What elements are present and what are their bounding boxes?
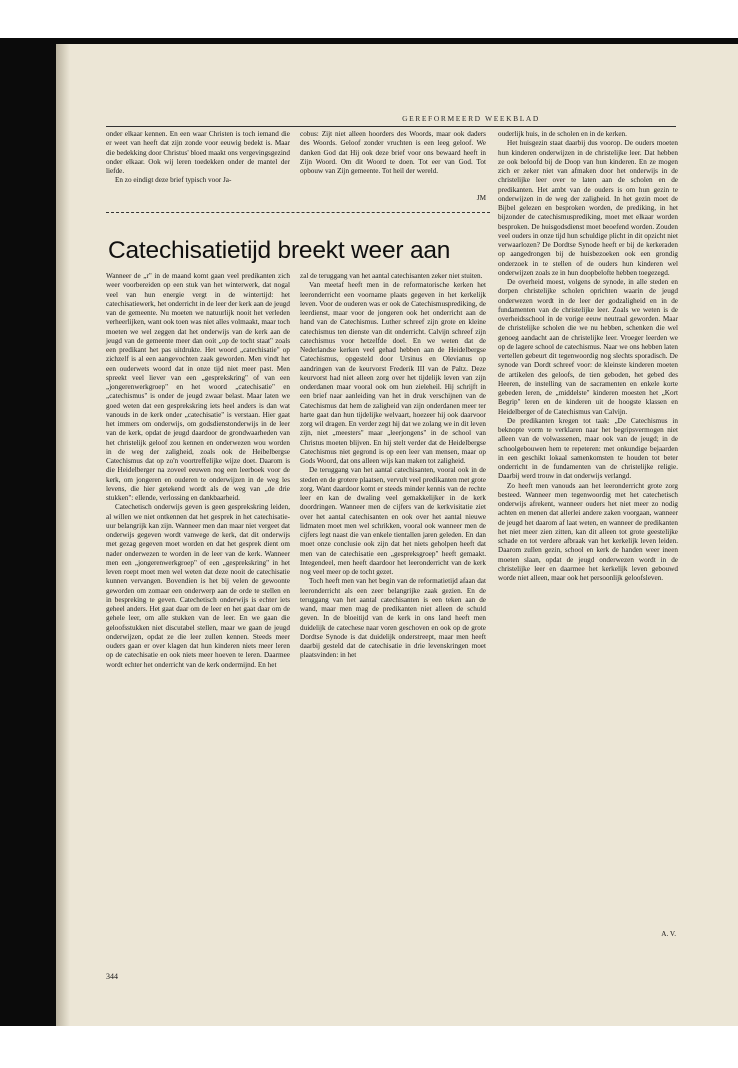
previous-article-signature: JM	[476, 194, 486, 202]
paragraph: De teruggang van het aantal catechisanten, vooral ook in de steden en de grotere plaatsen, vervult veel predikanten met grote zorg. Want daardoor komt er steeds minder kennis van de rechte leer en kan de dwaling veel gemakkelijker in de kerk doordringen. Wanneer men de cijfers van de kerkvisitatie ziet over het aantal catechisanten en ook over het aantal nieuwe lidmaten moet men wel schrikken, vooral ook wanneer men de cijfers legt naast die van enkele tientallen jaren geleden. En dan moet onze conclusie ook zijn dat het niets geholpen heeft dat men van de catechisatie een „gespreksgroep" heeft gemaakt. Integendeel, men heeft daardoor het leeronderricht van de kerk nog veel meer op de tocht gezet.	[300, 466, 486, 576]
previous-article-col1	[106, 130, 290, 186]
running-header: GEREFORMEERD WEEKBLAD	[402, 114, 540, 123]
page-number: 344	[106, 972, 118, 981]
paragraph: De predikanten kregen tot taak: „De Catechismus in beknopte vorm te verklaren naar het begripsvermogen niet alleen van de volwassenen, maar ook van de jeugd; in de schoolgebouwen hem te repeteren: met onkundige bejaarden in een geschikt lokaal samenkomsten te houden tot beter onderricht in de fundamenten van de christelijke religie. Daarbij werd trouw in dat onderwijs verlangd.	[498, 416, 678, 481]
article-column-1	[106, 272, 290, 670]
article-title: Catechisatietijd breekt weer aan	[108, 237, 451, 264]
article-signature: A. V.	[661, 930, 676, 938]
paragraph: zal de teruggang van het aantal catechisanten zeker niet stuiten.	[300, 272, 483, 280]
header-rule	[106, 126, 676, 127]
article-column-3	[498, 130, 678, 583]
paragraph: Zo heeft men vanouds aan het leeronderricht grote zorg besteed. Wanneer men tegenwoordig met het catechetisch onderwijs afrekent, wanneer ouders het niet meer zo nodig achten en menen dat allerlei andere zaken voorgaan, wanneer de jeugd het daarom af laat weten, en wanneer de predikanten het niet meer zien zitten, kan dit alleen tot grote geestelijke schade en tot verdere afbraak van het kerkelijk leven leiden. Daarom zullen gezin, school en kerk de handen weer ineen moeten slaan, opdat de jeugd onderwezen wordt in de christelijke leer en daarmee het kerkelijk leven gebouwd worde niet alleen, maar ook het persoonlijk geloofsleven.	[498, 481, 678, 582]
paragraph: Van meetaf heeft men in de reformatorische kerken het leeronderricht een voorname plaats gegeven in het kerkelijk leven. Voor de ouderen was er ook de Catechismusprediking, de leerdienst, maar voor de jongeren ook het onderricht aan de hand van de Catechismus. Luther schreef zijn grote en kleine catechismus ten dienste van dit onderricht. Calvijn schreef zijn catechismus voor hetzelfde doel. En we weten dat de Nederlandse kerken veel gehad hebben aan de Heidelbergse Catechismus, opgesteld door Ursinus en Olevianus op aandringen van de keurvorst Frederik III van de Paltz. Deze keurvorst had niet alleen zorg over het tijdelijk leven van zijn onderdanen maar vooral ook om hun zieleheil. Hij schrijft in een brief naar aanleiding van het in druk verschijnen van de Catechismus dat hem de zaligheid van zijn onderdanen meer ter harte gaat dan hun tijdelijke welvaart, hoezeer hij ook daarvoor zorg wil dragen. En verder zegt hij dat we zolang we in dit leven zijn, niet „meesters" maar „leerjongens" in de school van Christus moeten blijven. En hij stelt verder dat de Heidelbergse Catechismus niet gegrond is op een leer van mensen, maar op Gods Woord, dat ons alleen wijs kan maken tot zaligheid.	[300, 281, 486, 465]
paragraph: cobus: Zijt niet alleen hoorders des Woords, maar ook daders des Woords. Geloof zonder vruchten is een leeg geloof. We danken God dat Hij ook deze brief voor ons bewaard heeft in Zijn Woord. Om dit Woord te doen. Tot eer van God. Tot opbouw van Zijn gemeente. Tot heil der wereld.	[300, 130, 486, 175]
paragraph: Het huisgezin staat daarbij dus voorop. De ouders moeten hun kinderen onderwijzen in de christelijke leer. Dat hebben ze ook beloofd bij de Doop van hun kinderen. En ze mogen zich er zeker niet van afmaken door het onderwijs in de christelijke leer over te laten aan de scholen en de predikanten. Het ambt van de ouders is om hun gezin te onderwijzen in de weg der zaligheid. In het gezin moet de Bijbel gelezen en besproken worden, de prediking, in het bijzonder de catechismusprediking, moet met elkaar worden besproken. De huisgodsdienst moet beoefend worden. Zouden veel ouders in onze tijd hun schuldige plicht in dit opzicht niet verwaarlozen? De Dordtse Synode heeft er bij de kerkeraden op aangedrongen bij de huisbezoeken ook een grondig onderzoek in te stellen of de ouders hun kinderen wel onderwijzen zoals ze in hun doopbelofte hebben toegezegd.	[498, 139, 678, 277]
paragraph: ouderlijk huis, in de scholen en in de kerken.	[498, 130, 627, 138]
previous-article-col2	[300, 130, 486, 176]
newspaper-page	[56, 44, 738, 1026]
paragraph: onder elkaar kennen. En een waar Christen is toch iemand die er weet van heeft dat zijn zonde voor eeuwig bedekt is. Maar die bedekking door Christus' bloed maakt ons vergevingsgezind onder elkaar. Ook wij leren toedekken onder de mantel der liefde.	[106, 130, 290, 175]
article-separator	[106, 212, 490, 213]
paragraph: Toch heeft men van het begin van de reformatietijd afaan dat leeronderricht als een zeer belangrijke zaak gezien. En de teruggang van het aantal catechisanten is een teken aan de wand, maar men mag de predikanten niet alleen de schuld geven. In de bloeitijd van de kerk in ons land heeft men duidelijk de catechese naar voren geschoven en ook op de grote Dordtse Synode is dat duidelijk onderstreept, maar men heeft daarbij gesteld dat de catechisatie in drie levenskringen moet plaatsvinden: in het	[300, 577, 486, 660]
paragraph: Catechetisch onderwijs geven is geen gesprekskring leiden, al willen we niet ontkennen dat het gesprek in het catechisatie-uur belangrijk kan zijn. Wanneer men dan maar niet vergeet dat onderwijs gegeven wordt vanwege de kerk, dat dit onderwijs met gezag gegeven moet worden en dat het gesprek dient om nader onderwezen te worden in de leer van de kerk. Wanneer men een „jongerenwerkgroep" of een „gesprekskring" in het leven roept moet men wel weten dat deze nooit de catechisatie kunnen vervangen. Bovendien is het bij velen de gewoonte geworden om zomaar een onderwerp aan de orde te stellen en in bespreking te geven. Catechetisch onderwijs is echter iets geheel anders. Het gaat daar om de leer en het gaat daar om de gehele leer, om alle stukken van de leer. En we gaan die geloofsstukken niet discutabel stellen, maar we gaan de jeugd onderwijzen, opdat ze die leer zullen kennen. Steeds meer ouders gaan er over klagen dat hun kinderen niets meer leren op de catechisatie en ook niets meer hoeven te leren. Daarmee wordt echter het onderricht van de kerk ondermijnd. En het	[106, 503, 290, 669]
paragraph: Wanneer de „r" in de maand komt gaan veel predikanten zich weer voorbereiden op een stuk van het winterwerk, dat nogal veel van hun energie vergt in de wintertijd: het catechisatiewerk, het onderricht in de leer der kerk aan de jeugd van de gemeente. Nu moeten we natuurlijk nooit het verleden verheerlijken, want ook toen was niet alles volmaakt, maar toch moeten we wel zeggen dat het onderwijs van de kerk aan de jeugd van de gemeente meer dan ooit „op de tocht staat" zoals een predikant het pas uitdrukte. Het woord „catechisatie" op zichzelf is al een aangevochten zaak geworden. Men vindt het een ouderwets woord dat in onze tijd niet meer past. Men spreekt veel liever van een „gesprekskring" of van een „jongerenwerkgroep" en het woord „catechisatie" en „catechismus" is onder de jeugd zwaar belast. Maar laten we goed weten dat een gesprekskring iets heel anders is dan wat vanouds in de kerk onder „catechisatie" is verstaan. Hier gaat het immers om onderwijs, om godsdienstonderwijs in de leer van de kerk, opdat de jeugd daardoor de grondwaarheden van het christelijk geloof zou kennen en onderwezen wou worden in de weg der zaligheid, zoals ook de Heibelbergse Catechismus dat op zo'n voortreffelijke wijze doet. Daarom is die Heidelberger na zoveel eeuwen nog een leerboek voor de kerk, om jongeren en ouderen te onderwijzen in de weg les levens, die hier getekend wordt als de weg van „de drie stukken": ellende, verlossing en dankbaarheid.	[106, 272, 290, 502]
paragraph: De overheid moest, volgens de synode, in alle steden en dorpen christelijke scholen oprichten waarin de jeugd onderwezen wordt in de leer der godzaligheid en in de fundamenten van de christelijke leer. Zoals we weten is de overheidsschool in de vorige eeuw neutraal geworden. Maar de christelijke scholen die we nu hebben, schenken die wel genoeg aandacht aan de christelijke leer. Vroeger leerden we op de lagere school de catechismus. Naar we ons hebben laten vertellen gebeurt dit tegenwoordig nog slechts sporadisch. De synode van Dordt schreef voor: de kleinste kinderen moeten de artikelen des geloofs, de tien geboden, het gebed des Heeren, de instelling van de sacramenten en enkele korte gebeden leren, de „middelste" kinderen moesten het „Kort Begrip" leren en de kinderen uit de hoogste klassen en Heidelberger of de Catechismus van Calvijn.	[498, 278, 678, 416]
paragraph: En zo eindigt deze brief typisch voor Ja-	[115, 176, 232, 185]
article-column-2	[300, 272, 486, 661]
